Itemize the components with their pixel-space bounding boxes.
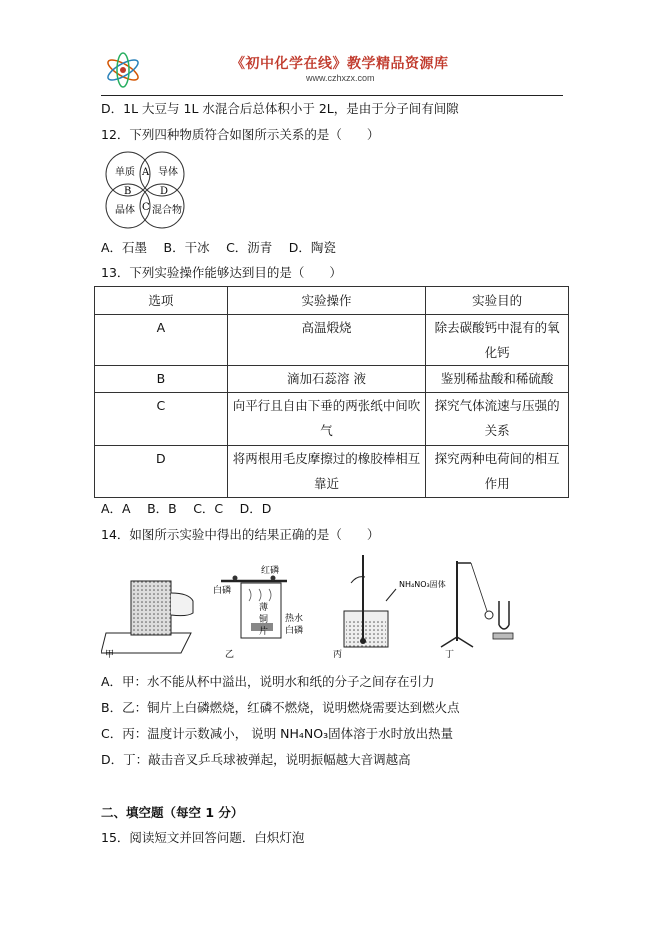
venn-label-danzhi: 单质	[115, 167, 135, 178]
q14-option-c: C．丙：温度计示数减小， 说明 NH₄NO₃固体溶于水时放出热量	[101, 726, 454, 741]
header-divider	[101, 95, 563, 96]
label-sheet: 片	[259, 627, 269, 637]
table-header-purpose: 实验目的	[426, 287, 569, 315]
venn-label-jingti: 晶体	[115, 205, 135, 216]
label-red-phosphorus: 红磷	[261, 566, 280, 576]
label-bing: 丙	[333, 650, 343, 660]
table-header-row	[95, 287, 569, 315]
venn-label-c: C	[142, 202, 150, 213]
label-copper: 铜	[259, 615, 269, 625]
q11-option-d: D．1L 大豆与 1L 水混合后总体积小于 2L，是由于分子间有间隙	[101, 101, 459, 116]
venn-label-daoti: 导体	[158, 167, 178, 178]
table-cell-purpose: 鉴别稀盐酸和稀硫酸	[426, 366, 569, 393]
figure-bing	[333, 555, 446, 660]
venn-label-hunhewu: 混合物	[152, 205, 182, 216]
header-banner	[101, 47, 563, 93]
q13-stem: 13．下列实验操作能够达到目的是（ ）	[101, 265, 342, 280]
q14-option-a: A．甲：水不能从杯中溢出，说明水和纸的分子之间存在引力	[101, 674, 435, 689]
label-white-phosphorus-2: 白磷	[285, 626, 304, 636]
venn-label-d: D	[160, 186, 169, 197]
table-row	[95, 366, 569, 393]
table-cell-purpose: 探究两种电荷间的相互作用	[426, 446, 569, 498]
table-cell-purpose: 探究气体流速与压强的关系	[426, 393, 569, 446]
table-row	[95, 315, 569, 366]
figure-jia	[101, 581, 193, 660]
table-cell-option: D	[95, 446, 228, 498]
table-cell-option: B	[95, 366, 228, 393]
q14-option-d: D．丁：敲击音叉乒乓球被弹起，说明振幅越大音调越高	[101, 752, 411, 767]
q14-stem: 14．如图所示实验中得出的结果正确的是（ ）	[101, 527, 380, 542]
table-row	[95, 446, 569, 498]
table-cell-operation: 滴加石蕊溶 液	[227, 366, 426, 393]
section-title: 二、填空题（每空 1 分）	[101, 805, 244, 820]
table-cell-operation: 高温煅烧	[227, 315, 426, 366]
table-cell-operation: 将两根用毛皮摩擦过的橡胶棒相互靠近	[227, 446, 426, 498]
table-cell-purpose: 除去碳酸钙中混有的氧化钙	[426, 315, 569, 366]
label-yi: 乙	[225, 650, 235, 660]
venn-label-a: A	[142, 167, 150, 178]
q13-options: A．A B．B C．C D．D	[101, 501, 272, 516]
table-header-operation: 实验操作	[227, 287, 426, 315]
label-ding: 丁	[445, 650, 455, 660]
banner-url: www.czhxzx.com	[306, 73, 375, 83]
figure-yi	[213, 564, 303, 660]
q12-options: A．石墨 B．干冰 C．沥青 D．陶瓷	[101, 240, 336, 255]
table-cell-operation: 向平行且自由下垂的两张纸中间吹气	[227, 393, 426, 446]
venn-diagram	[100, 150, 192, 230]
label-white-phosphorus: 白磷	[213, 586, 232, 596]
table-row	[95, 393, 569, 446]
atom-logo-icon	[103, 50, 143, 90]
banner-title: 《初中化学在线》教学精品资源库	[231, 56, 449, 72]
figure-ding	[441, 561, 513, 660]
label-jia: 甲	[105, 650, 115, 660]
table-cell-option: C	[95, 393, 228, 446]
label-nh4no3: NH₄NO₃固体	[399, 580, 446, 589]
venn-label-b: B	[124, 186, 132, 197]
experiment-table	[94, 286, 569, 498]
experiment-figure	[101, 553, 515, 661]
q15-stem: 15．阅读短文并回答问题．白炽灯泡	[101, 830, 305, 845]
label-thin: 薄	[259, 603, 269, 613]
q14-option-b: B．乙：铜片上白磷燃烧，红磷不燃烧，说明燃烧需要达到燃火点	[101, 700, 460, 715]
table-cell-option: A	[95, 315, 228, 366]
table-header-option: 选项	[95, 287, 228, 315]
label-hot-water: 热水	[285, 614, 304, 624]
q12-stem: 12．下列四种物质符合如图所示关系的是（ ）	[101, 127, 380, 142]
